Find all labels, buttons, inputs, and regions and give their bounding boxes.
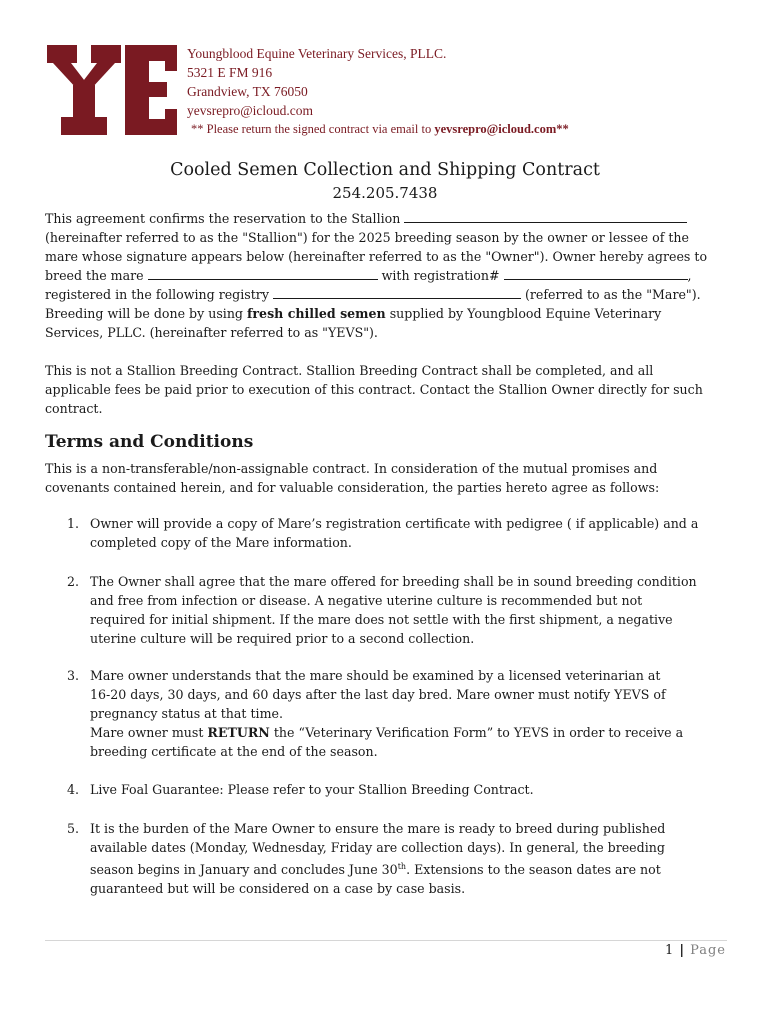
- intro-text: registered in the following registry: [45, 287, 273, 302]
- footer-divider: [45, 940, 727, 941]
- item-text: breeding certificate at the end of the season.: [90, 744, 378, 759]
- page-number: [665, 943, 726, 958]
- item-text: pregnancy status at that time.: [90, 706, 283, 721]
- intro-text: breed the mare: [45, 268, 148, 283]
- company-header: [187, 44, 569, 139]
- return-emphasis: RETURN: [207, 725, 270, 740]
- disclaimer-paragraph: [45, 361, 735, 418]
- terms-intro: [45, 459, 735, 497]
- item-number: 5.: [67, 821, 80, 836]
- item-text: 16-20 days, 30 days, and 60 days after the last day bred. Mare owner must notify YEVS of: [90, 687, 666, 702]
- company-email[interactable]: yevsrepro@icloud.com: [187, 103, 314, 118]
- page-label: Page: [690, 943, 726, 958]
- item-text: It is the burden of the Mare Owner to ensure the mare is ready to breed during published: [90, 821, 666, 836]
- return-note-text: ** Please return the signed contract via email to: [191, 122, 435, 136]
- disclaimer-text: applicable fees be paid prior to execution of this contract. Contact the Stallion Owner directly for such: [45, 382, 703, 397]
- mare-name-field[interactable]: [148, 267, 378, 280]
- registration-number-field[interactable]: [504, 267, 688, 280]
- item-number: 2.: [67, 574, 80, 589]
- intro-paragraph: [45, 209, 735, 342]
- item-text: Mare owner understands that the mare should be examined by a licensed veterinarian at: [90, 668, 661, 683]
- stallion-name-field[interactable]: [404, 210, 687, 223]
- item-text: Mare owner must: [90, 725, 208, 740]
- intro-text: ,: [687, 268, 692, 283]
- terms-intro-text: This is a non-transferable/non-assignable contract. In consideration of the mutual promises and: [45, 461, 658, 476]
- yevs-logo: [47, 45, 177, 135]
- intro-text: This agreement confirms the reservation to the Stallion: [45, 211, 405, 226]
- item-text: completed copy of the Mare information.: [90, 535, 352, 550]
- item-text: and free from infection or disease. A negative uterine culture is recommended but not: [90, 593, 643, 608]
- document-title: Cooled Semen Collection and Shipping Contract: [170, 160, 600, 180]
- terms-heading: Terms and Conditions: [45, 432, 254, 452]
- company-name: Youngblood Equine Veterinary Services, PLLC.: [187, 46, 447, 61]
- item-text: guaranteed but will be considered on a case by case basis.: [90, 881, 466, 897]
- intro-text: supplied by Youngblood Equine Veterinary: [385, 306, 662, 321]
- ordinal-suffix: th: [397, 862, 407, 871]
- fresh-chilled-semen-emphasis: fresh chilled semen: [247, 306, 386, 321]
- item-text: the “Veterinary Verification Form” to YEVS in order to receive a: [269, 725, 684, 740]
- intro-text: (referred to as the "Mare").: [520, 287, 701, 302]
- registry-field[interactable]: [273, 286, 521, 299]
- item-text: Owner will provide a copy of Mare’s registration certificate with pedigree ( if applicable) and a: [90, 516, 699, 531]
- return-note: [191, 120, 569, 139]
- return-note-email[interactable]: yevsrepro@icloud.com**: [434, 122, 569, 136]
- item-text: Live Foal Guarantee: Please refer to your Stallion Breeding Contract.: [90, 782, 534, 797]
- terms-intro-text: covenants contained herein, and for valuable consideration, the parties hereto agree as follows:: [45, 480, 660, 495]
- item-text: required for initial shipment. If the mare does not settle with the first shipment, a negative: [90, 612, 673, 627]
- intro-text: (hereinafter referred to as the "Stallion") for the 2025 breeding season by the owner or lessee of the: [45, 230, 689, 245]
- intro-text: mare whose signature appears below (hereinafter referred to as the "Owner"). Owner hereby agrees to: [45, 249, 708, 264]
- company-address-line2: Grandview, TX 76050: [187, 84, 308, 99]
- contact-phone: 254.205.7438: [332, 184, 438, 202]
- intro-text: with registration#: [377, 268, 504, 283]
- item-text: season begins in January and concludes June 30: [90, 862, 398, 878]
- intro-text: Services, PLLC. (hereinafter referred to as "YEVS").: [45, 325, 378, 340]
- page-number-value: 1: [665, 943, 674, 958]
- item-text: The Owner shall agree that the mare offered for breeding shall be in sound breeding condition: [90, 574, 697, 589]
- disclaimer-text: This is not a Stallion Breeding Contract. Stallion Breeding Contract shall be completed, and all: [45, 363, 654, 378]
- page-separator: |: [679, 943, 685, 958]
- item-text: uterine culture will be required prior to a second collection.: [90, 631, 475, 646]
- item-number: 3.: [67, 668, 80, 683]
- company-address-line1: 5321 E FM 916: [187, 65, 273, 80]
- disclaimer-text: contract.: [45, 401, 103, 416]
- item-number: 4.: [67, 782, 80, 797]
- item-text: . Extensions to the season dates are not: [406, 862, 661, 878]
- intro-text: Breeding will be done by using: [45, 306, 247, 321]
- item-number: 1.: [67, 516, 80, 531]
- item-text: available dates (Monday, Wednesday, Friday are collection days). In general, the breeding: [90, 840, 665, 855]
